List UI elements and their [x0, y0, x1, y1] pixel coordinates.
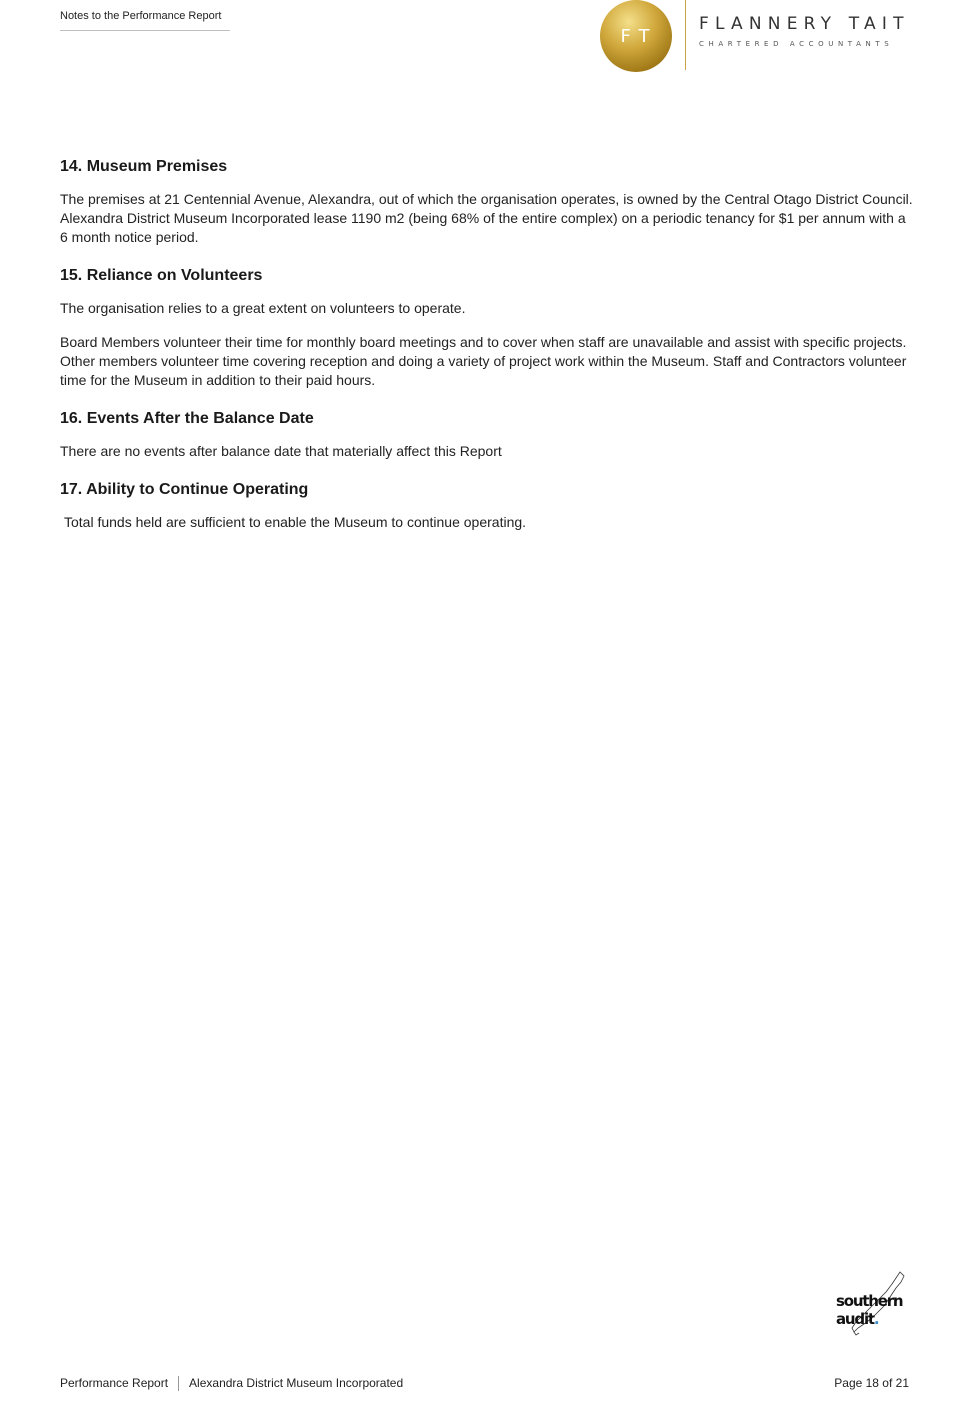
logo-divider [685, 0, 686, 70]
ft-monogram-icon: FT [600, 0, 672, 72]
section-heading: 16. Events After the Balance Date [60, 410, 314, 427]
section-paragraph: Total funds held are sufficient to enable the Museum to continue operating. [64, 514, 527, 530]
footer-report-title: Performance Report [60, 1376, 169, 1390]
section-heading: 14. Museum Premises [60, 158, 228, 175]
logo-tagline: CHARTERED ACCOUNTANTS [699, 40, 894, 48]
section-ability-to-continue [60, 481, 916, 532]
southern-audit-logo [834, 1270, 924, 1336]
section-reliance-on-volunteers [60, 267, 916, 390]
section-paragraph: The organisation relies to a great extent on volunteers to operate. [60, 300, 466, 316]
section-paragraph: There are no events after balance date that materially affect this Report [60, 443, 502, 459]
southern-audit-wordmark: southern audit. [836, 1292, 903, 1328]
section-heading: 17. Ability to Continue Operating [60, 481, 309, 498]
flannery-tait-logo [600, 0, 920, 72]
document-body [60, 158, 916, 552]
logo-firm-name: FLANNERY TAIT [699, 14, 910, 34]
section-paragraph: The premises at 21 Centennial Avenue, Alexandra, out of which the organisation operates, is owned by the Central Otago District Council. Alexandra District Museum Incorporated lease 1190 m2 (being 68% of the entire complex) on a periodic tenancy for $1 per annum with a 6 month notice period. [60, 191, 913, 245]
section-museum-premises [60, 158, 916, 247]
section-heading: 15. Reliance on Volunteers [60, 267, 263, 284]
page-number: Page 18 of 21 [834, 1376, 909, 1390]
section-events-after-balance-date [60, 410, 916, 461]
footer-divider [178, 1376, 179, 1391]
running-header-title: Notes to the Performance Report [60, 10, 230, 31]
footer-organisation: Alexandra District Museum Incorporated [189, 1376, 404, 1390]
section-paragraph: Board Members volunteer their time for monthly board meetings and to cover when staff are unavailable and assist with specific projects. Other members volunteer time covering reception and doing a variety of project work within the Museum. Staff and Contractors volunteer time for the Museum in addition to their paid hours. [60, 334, 907, 388]
